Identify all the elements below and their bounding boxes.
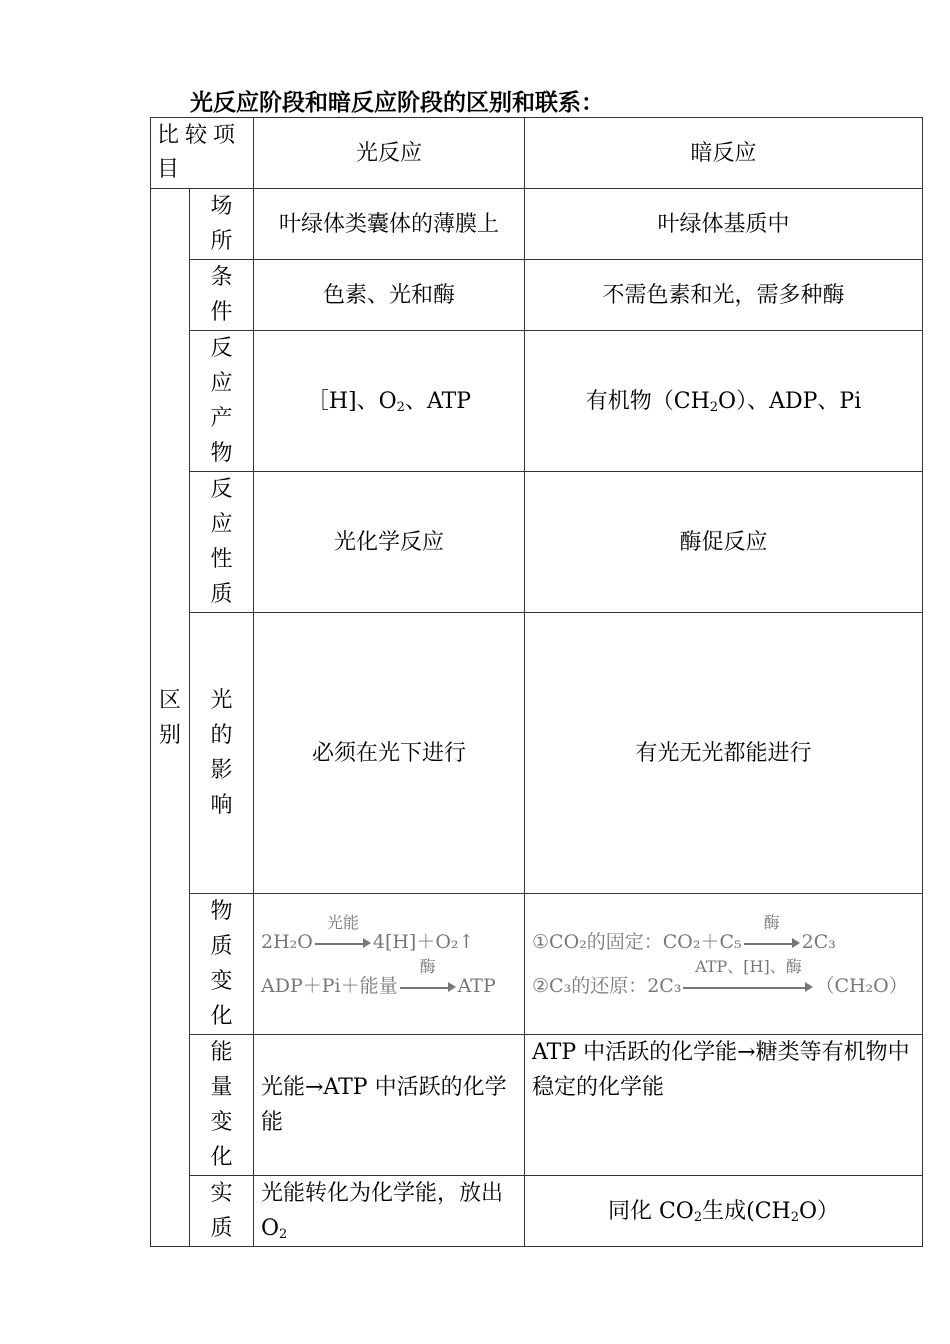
table-row: [151, 894, 923, 1035]
header-dark: 暗反应: [525, 118, 923, 189]
cell-light: 必须在光下进行: [254, 613, 525, 894]
dark-equations: [525, 894, 923, 1035]
reaction-arrow-icon: 酶: [744, 933, 800, 953]
header-light: 光反应: [254, 118, 525, 189]
dark-equation-reduction: ②C₃的还原：2C₃ ATP、[H]、酶 （CH₂O）: [532, 957, 908, 997]
row-label: 能量变化: [190, 1035, 254, 1176]
row-label: 条件: [190, 260, 254, 331]
table-row: [151, 331, 923, 472]
table-row: [151, 1035, 923, 1176]
cell-light: 色素、光和酶: [254, 260, 525, 331]
cell-light: 光化学反应: [254, 472, 525, 613]
header-item: 比较项目: [151, 118, 254, 189]
comparison-table: [150, 117, 923, 1247]
table-row: [151, 189, 923, 260]
table-header-row: [151, 118, 923, 189]
group-label: 区别: [151, 189, 190, 1247]
cell-dark: 有光无光都能进行: [525, 613, 923, 894]
page-title: 光反应阶段和暗反应阶段的区别和联系：: [190, 90, 604, 116]
reaction-arrow-icon: 酶: [400, 977, 456, 997]
table-row: [151, 260, 923, 331]
cell-dark: 不需色素和光，需多种酶: [525, 260, 923, 331]
cell-dark: 叶绿体基质中: [525, 189, 923, 260]
table-row: [151, 613, 923, 894]
cell-dark: 有机物$(CH_2O)$、ADP、Pi: [525, 331, 923, 472]
cell-dark: ATP 中活跃的化学能→糖类等有机物中稳定的化学能: [525, 1035, 923, 1176]
cell-light: 光能转化为化学能，放出 $O_2$: [254, 1176, 525, 1247]
light-equation-water: 2H₂O 光能 4[H]＋O₂↑: [261, 913, 475, 953]
cell-light: 光能→ATP 中活跃的化学能: [254, 1035, 525, 1176]
light-equations: [254, 894, 525, 1035]
dark-equation-fixation: ①CO₂的固定：CO₂＋C₅ 酶 2C₃: [532, 913, 836, 953]
row-label: 物质变化: [190, 894, 254, 1035]
row-label: 反应产物: [190, 331, 254, 472]
cell-light: 叶绿体类囊体的薄膜上: [254, 189, 525, 260]
row-label: 光的影响: [190, 613, 254, 894]
row-label: 实质: [190, 1176, 254, 1247]
light-equation-atp: ADP＋Pi＋能量 酶 ATP: [261, 957, 496, 997]
table-row: [151, 472, 923, 613]
cell-light: ［H]、$O_2$、ATP: [254, 331, 525, 472]
row-label: 反应性质: [190, 472, 254, 613]
reaction-arrow-icon: 光能: [315, 933, 371, 953]
cell-dark: 酶促反应: [525, 472, 923, 613]
cell-dark: 同化 $CO_2$生成$(CH_2O)$: [525, 1176, 923, 1247]
row-label: 场所: [190, 189, 254, 260]
reaction-arrow-icon: ATP、[H]、酶: [683, 977, 813, 997]
table-row: [151, 1176, 923, 1247]
